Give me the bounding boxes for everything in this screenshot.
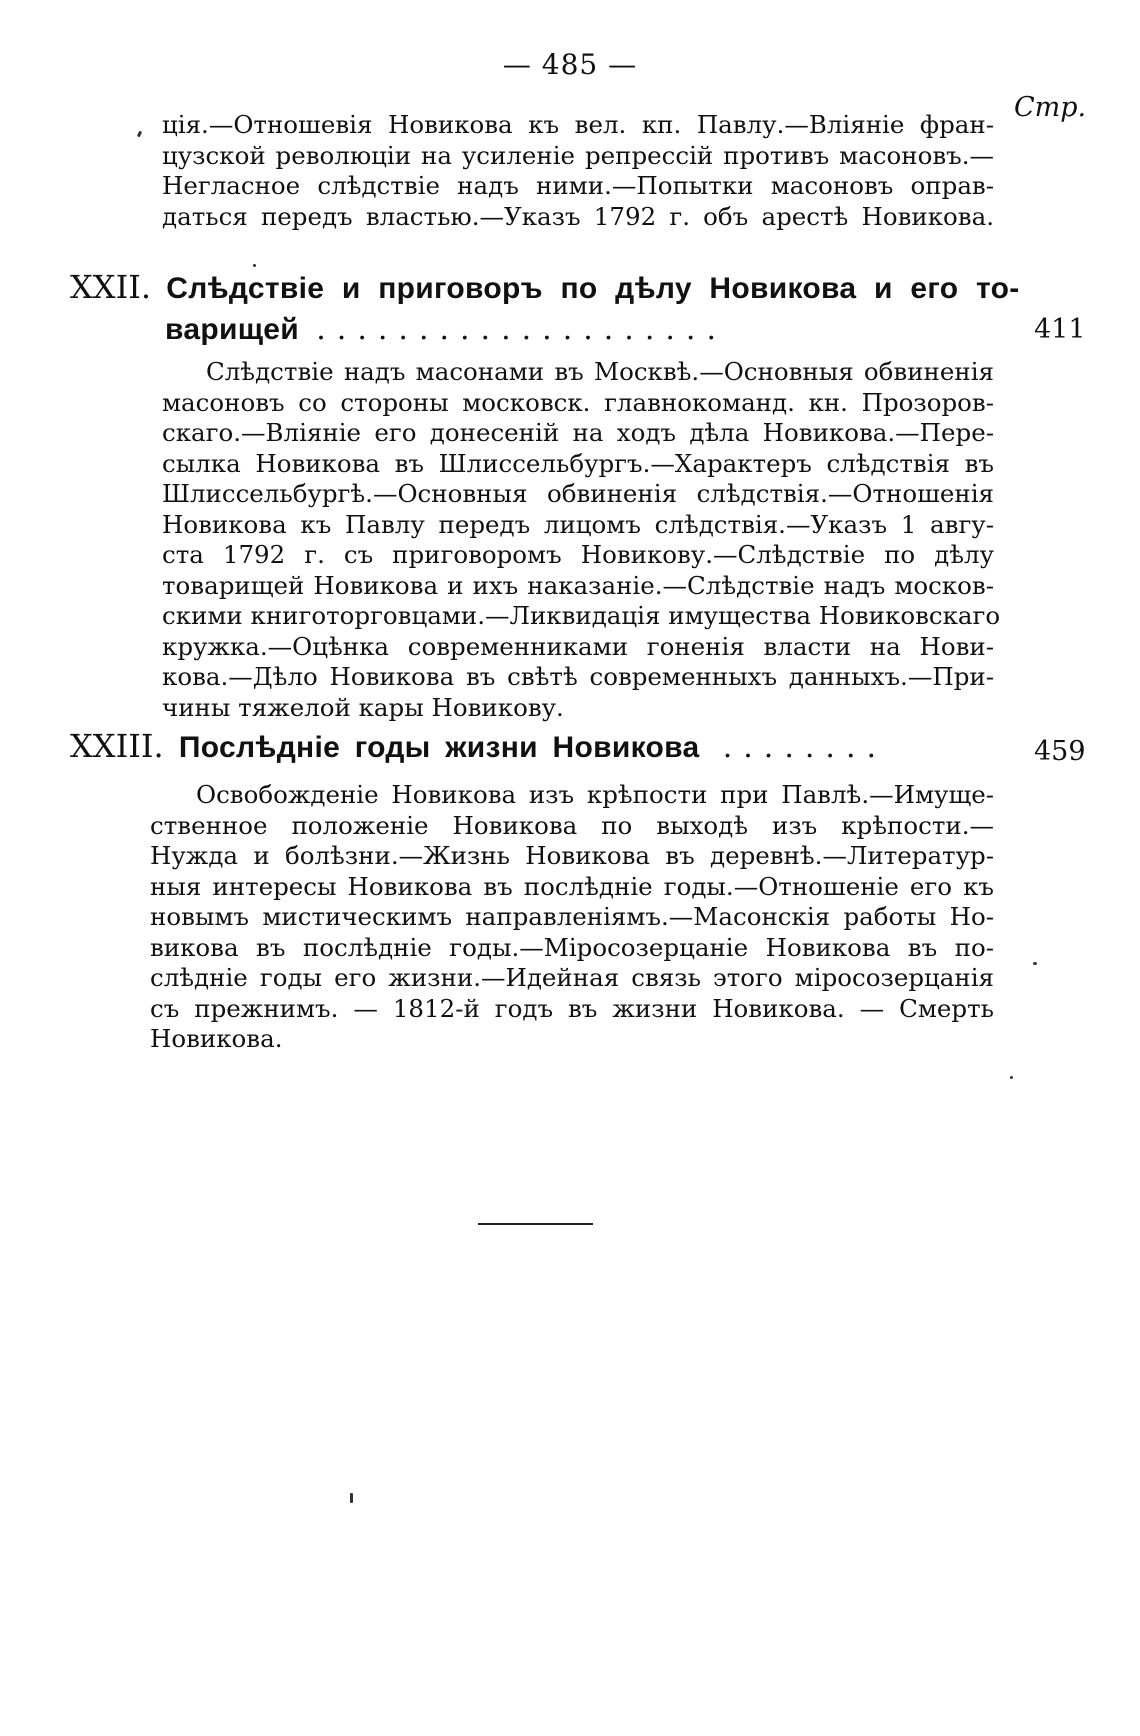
print-speck: [350, 1493, 353, 1503]
print-speck: [1010, 1076, 1013, 1079]
leader-dots: ........: [722, 730, 888, 765]
chapter-number: XXII.: [70, 268, 152, 306]
text-line: Освобожденіе Новикова изъ крѣпости при Павлѣ.—Имуще-: [196, 780, 994, 809]
text-line: новымъ мистическимъ направленіямъ.—Масонскія работы Но-: [150, 902, 994, 931]
text-line: Новикова къ Павлу передъ лицомъ слѣдствія.—Указъ 1 авгу-: [162, 509, 994, 539]
page-number: — 485 —: [502, 48, 638, 81]
text-line: Шлиссельбургѣ.—Основныя обвиненія слѣдствія.—Отношенія: [162, 479, 994, 508]
intro-paragraph: [162, 110, 994, 232]
chapter-heading: [70, 268, 1020, 347]
text-line: ста 1792 г. съ приговоромъ Новикову.—Слѣдствіе по дѣлу: [162, 540, 994, 569]
text-line: Нужда и болѣзни.—Жизнь Новикова въ деревнѣ.—Литератур-: [150, 841, 994, 870]
text-line: скими книготорговцами.—Ликвидація имущества Новиковскаго: [162, 601, 1001, 630]
chapter-title-continued: варищей: [165, 313, 300, 346]
text-line: Слѣдствіе надъ масонами въ Москвѣ.—Основныя обвиненія: [206, 357, 994, 386]
chapter-page-number: 459: [1034, 736, 1086, 767]
chapter-page-number: 411: [1034, 314, 1086, 345]
text-line: съ прежнимъ. — 1812-й годъ въ жизни Новикова. — Смерть: [150, 993, 994, 1023]
text-line: Негласное слѣдствіе надъ ними.—Попытки масоновъ оправ-: [162, 171, 994, 200]
leader-dots: ....................: [316, 312, 727, 347]
text-line: чины тяжелой кары Новикову.: [162, 692, 564, 722]
text-line: масоновъ со стороны московск. главнокоманд. кн. Прозоров-: [162, 387, 994, 417]
text-line: товарищей Новикова и ихъ наказаніе.—Слѣдствіе надъ москов-: [162, 570, 994, 600]
text-line: ственное положеніе Новикова по выходѣ изъ крѣпости.—: [150, 810, 994, 840]
chapter-number: XXIII.: [70, 727, 164, 765]
print-speck: [137, 131, 142, 138]
section-end-rule: [478, 1223, 593, 1225]
text-line: сылка Новикова въ Шлиссельбургъ.—Характеръ слѣдствія въ: [162, 448, 994, 478]
chapter-heading: [70, 727, 1000, 765]
text-line: ныя интересы Новикова въ послѣдніе годы.—Отношеніе его къ: [150, 871, 994, 901]
text-line: ція.—Отношевія Новикова къ вел. кп. Павлу.—Вліяніе фран-: [162, 110, 994, 139]
text-line: викова въ послѣдніе годы.—Міросозерцаніе Новикова въ по-: [150, 932, 994, 962]
print-speck: [253, 264, 256, 267]
text-line: даться передъ властью.—Указъ 1792 г. объ арестѣ Новикова.: [162, 201, 994, 231]
text-line: Новикова.: [150, 1024, 283, 1053]
text-line: кружка.—Оцѣнка современниками гоненія власти на Нови-: [162, 631, 994, 661]
text-line: кова.—Дѣло Новикова въ свѣтѣ современныхъ данныхъ.—При-: [162, 662, 994, 691]
chapter-title: Послѣдніе годы жизни Новикова: [178, 731, 700, 764]
chapter-summary: [150, 780, 994, 1055]
text-line: слѣдніе годы его жизни.—Идейная связь этого міросозерцанія: [150, 963, 994, 992]
print-speck: [1033, 962, 1037, 965]
chapter-summary: [162, 357, 1001, 723]
chapter-title: Слѣдствіе и приговоръ по дѣлу Новикова и его то-: [166, 272, 1020, 305]
text-line: цузской революціи на усиленіе репрессій противъ масоновъ.—: [162, 140, 994, 170]
text-line: скаго.—Вліяніе его донесеній на ходъ дѣла Новикова.—Пере-: [162, 418, 994, 447]
page-column-label: Стр.: [1014, 92, 1087, 123]
